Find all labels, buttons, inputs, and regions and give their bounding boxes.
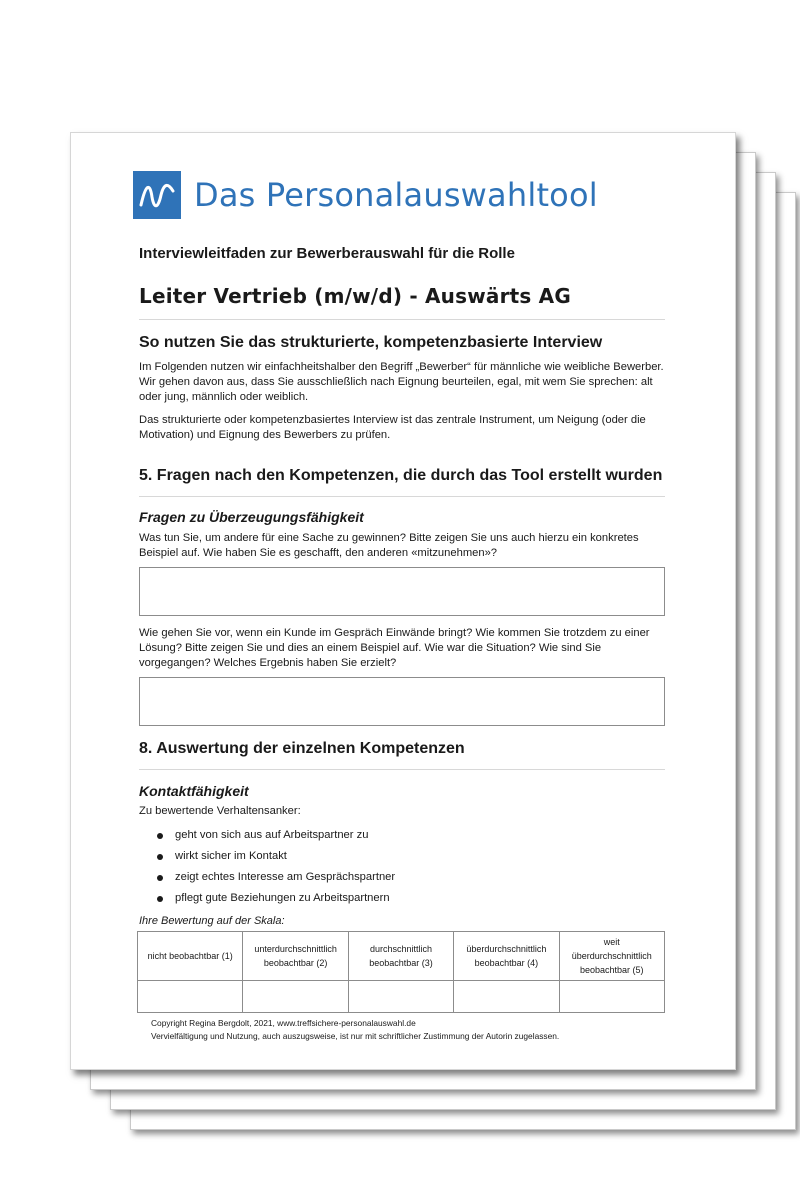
section-8-heading: 8. Auswertung der einzelnen Kompetenzen xyxy=(139,740,465,757)
scale-header-4: überdurchschnittlich beobachtbar (4) xyxy=(454,932,559,981)
list-item-text: geht von sich aus auf Arbeitspartner zu xyxy=(175,829,369,841)
scale-header-2: unterdurchschnittlich beobachtbar (2) xyxy=(243,932,348,981)
intro-heading: So nutzen Sie das strukturierte, kompetenzbasierte Interview xyxy=(139,334,603,351)
question-2: Wie gehen Sie vor, wenn ein Kunde im Gespräch Einwände bringt? Wie kommen Sie trotzdem zu einer Lösung? Bitte zeigen Sie und dies an einem Beispiel auf. Wie war die Situation? Wie sind Sie vorgegangen? Welches Ergebnis haben Sie erzielt? xyxy=(139,627,650,669)
scale-header-5: weit überdurchschnittlich beobachtbar (5) xyxy=(559,932,664,981)
logo-text: Das Personalauswahltool xyxy=(194,176,598,214)
bullet-icon xyxy=(157,833,163,839)
list-item xyxy=(139,825,665,846)
section-5-subheading: Fragen zu Überzeugungsfähigkeit xyxy=(139,509,364,525)
scale-label: Ihre Bewertung auf der Skala: xyxy=(139,915,285,927)
usage-note: Vervielfältigung und Nutzung, auch auszugsweise, ist nur mit schriftlicher Zustimmung der Autorin zugelassen. xyxy=(151,1031,560,1041)
bullet-icon xyxy=(157,875,163,881)
list-item-text: pflegt gute Beziehungen zu Arbeitspartnern xyxy=(175,892,390,904)
intro-paragraph-2: Das strukturierte oder kompetenzbasiertes Interview ist das zentrale Instrument, um Neigung (oder die Motivation) und Eignung des Bewerbers zu prüfen. xyxy=(139,414,646,441)
copyright-line: Copyright Regina Bergdolt, 2021, www.treffsichere-personalauswahl.de xyxy=(151,1018,416,1028)
footer xyxy=(151,1017,559,1043)
section-5-heading: 5. Fragen nach den Kompetenzen, die durch das Tool erstellt wurden xyxy=(139,467,663,484)
document-subtitle: Interviewleitfaden zur Bewerberauswahl für die Rolle xyxy=(139,245,515,262)
document-page xyxy=(70,132,736,1070)
anchors-label: Zu bewertende Verhaltensanker: xyxy=(139,805,301,817)
divider xyxy=(139,496,665,497)
document-content xyxy=(139,245,665,1013)
divider xyxy=(139,769,665,770)
list-item xyxy=(139,846,665,867)
wave-logo-icon xyxy=(133,171,181,219)
answer-box-1[interactable] xyxy=(139,567,665,616)
scale-cell-4[interactable] xyxy=(454,981,559,1013)
role-title: Leiter Vertrieb (m/w/d) - Auswärts AG xyxy=(139,284,571,308)
question-1: Was tun Sie, um andere für eine Sache zu gewinnen? Bitte zeigen Sie uns auch hierzu ein konkretes Beispiel auf. Wie haben Sie es geschafft, den anderen «mitzunehmen»? xyxy=(139,532,639,559)
scale-cell-5[interactable] xyxy=(559,981,664,1013)
list-item-text: zeigt echtes Interesse am Gesprächspartner xyxy=(175,871,396,883)
list-item xyxy=(139,888,665,909)
logo xyxy=(133,171,598,219)
anchors-list xyxy=(139,825,665,909)
list-item xyxy=(139,867,665,888)
scale-cell-1[interactable] xyxy=(138,981,243,1013)
rating-scale-table xyxy=(137,931,665,1013)
list-item-text: wirkt sicher im Kontakt xyxy=(175,850,287,862)
scale-header-3: durchschnittlich beobachtbar (3) xyxy=(348,932,453,981)
scale-cell-3[interactable] xyxy=(348,981,453,1013)
answer-box-2[interactable] xyxy=(139,677,665,726)
scale-header-1: nicht beobachtbar (1) xyxy=(138,932,243,981)
scale-cell-2[interactable] xyxy=(243,981,348,1013)
intro-paragraph-1: Im Folgenden nutzen wir einfachheitshalber den Begriff „Bewerber“ für männliche wie weibliche Bewerber. Wir gehen davon aus, dass Sie ausschließlich nach Eignung beurteilen, egal, mit wem Sie sprechen: alt oder jung, männlich oder weiblich. xyxy=(139,361,664,403)
divider xyxy=(139,319,665,320)
bullet-icon xyxy=(157,854,163,860)
bullet-icon xyxy=(157,896,163,902)
section-8-subheading: Kontaktfähigkeit xyxy=(139,783,249,799)
